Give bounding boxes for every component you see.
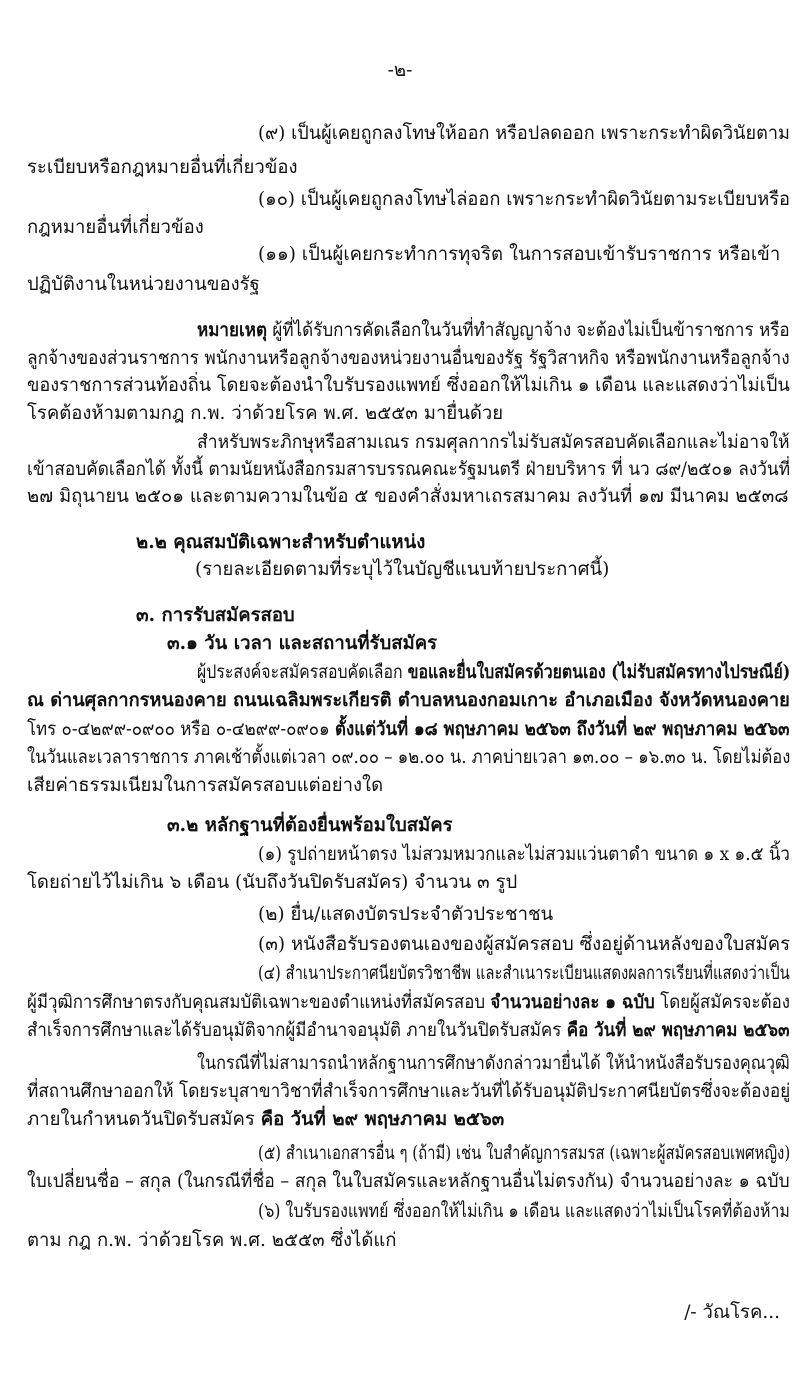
continued-marker: /- วัณโรค... bbox=[684, 1302, 780, 1323]
doc-item-6-line-2: ตาม กฎ ก.พ. ว่าด้วยโรค พ.ศ. ๒๕๕๓ ซึ่งได้แก่ bbox=[27, 1230, 397, 1251]
section-2-2-detail: (รายละเอียดตามที่ระบุไว้ในบัญชีแนบท้ายประกาศนี้) bbox=[195, 559, 610, 580]
monk-line-1: สำหรับพระภิกษุหรือสามเณร กรมศุลกากรไม่รับสมัครสอบคัดเลือกและไม่อาจให้ bbox=[197, 432, 790, 453]
doc-item-4-line-3 bbox=[27, 1018, 790, 1044]
section-3-1-line-5: เสียค่าธรรมเนียมในการสมัครสอบแต่อย่างใด bbox=[27, 775, 384, 796]
doc-item-4-line-3-a: สำเร็จการศึกษาและได้รับอนุมัติจากผู้มีอำนาจอนุมัติ ภายในวันปิดรับสมัคร bbox=[27, 1020, 562, 1041]
item-9-line-1: (๙) เป็นผู้เคยถูกลงโทษให้ออก หรือปลดออก เพราะกระทำผิดวินัยตาม bbox=[258, 123, 790, 144]
monk-line-3: ๒๗ มิถุนายน ๒๕๐๑ และตามความในข้อ ๕ ของคำสั่งมหาเถรสมาคม ลงวันที่ ๑๗ มีนาคม ๒๕๓๘ bbox=[27, 486, 789, 507]
section-2-2-heading: ๒.๒ คุณสมบัติเฉพาะสำหรับตำแหน่ง bbox=[136, 532, 426, 553]
section-3-1-dates: ตั้งแต่วันที่ ๑๘ พฤษภาคม ๒๕๖๓ ถึงวันที่ ๒๙ พฤษภาคม ๒๕๖๓ bbox=[335, 719, 790, 740]
section-3-1-line-1-a: ผู้ประสงค์จะสมัครสอบคัดเลือก bbox=[197, 662, 403, 683]
remark-text: ผู้ที่ได้รับการคัดเลือกในวันที่ทำสัญญาจ้าง จะต้องไม่เป็นข้าราชการ หรือ bbox=[272, 320, 790, 341]
item-10-line-1: (๑๐) เป็นผู้เคยถูกลงโทษไล่ออก เพราะกระทำผิดวินัยตามระเบียบหรือ bbox=[258, 189, 791, 210]
section-3-1-heading: ๓.๑ วัน เวลา และสถานที่รับสมัคร bbox=[167, 633, 438, 654]
doc-item-4-alt-line-2: ที่สถานศึกษาออกให้ โดยระบุสาขาวิชาที่สำเร็จการศึกษาและวันที่ได้รับอนุมัติประกาศนียบัตรซึ่งจะต้องอยู่ bbox=[27, 1081, 791, 1102]
remark-line-2: ลูกจ้างของส่วนราชการ พนักงานหรือลูกจ้างของหน่วยงานอื่นของรัฐ รัฐวิสาหกิจ หรือพนักงานหรือลูกจ้าง bbox=[27, 348, 790, 369]
section-3-1-line-1-b: ขอและยื่นใบสมัครด้วยตนเอง (ไม่รับสมัครทางไปรษณีย์) bbox=[407, 662, 791, 683]
page-number: -๒- bbox=[387, 60, 413, 81]
item-11-line-2: ปฏิบัติงานในหน่วยงานของรัฐ bbox=[27, 274, 260, 295]
doc-item-1-line-1: (๑) รูปถ่ายหน้าตรง ไม่สวมหมวกและไม่สวมแว่นตาดำ ขนาด ๑ x ๑.๕ นิ้ว bbox=[258, 844, 790, 865]
section-3-1-line-2: ณ ด่านศุลกากรหนองคาย ถนนเฉลิมพระเกียรติ ตำบลหนองกอมเกาะ อำเภอเมือง จังหวัดหนองคาย bbox=[27, 690, 790, 711]
item-9-line-2: ระเบียบหรือกฎหมายอื่นที่เกี่ยวข้อง bbox=[27, 157, 298, 178]
doc-item-5-line-1: (๕) สำเนาเอกสารอื่น ๆ (ถ้ามี) เช่น ใบสำคัญการสมรส (เฉพาะผู้สมัครสอบเพศหญิง) bbox=[258, 1143, 791, 1164]
section-3-2-heading: ๓.๒ หลักฐานที่ต้องยื่นพร้อมใบสมัคร bbox=[167, 815, 453, 836]
section-3-1-line-4: ในวันและเวลาราชการ ภาคเช้าตั้งแต่เวลา ๐๙.๐๐ – ๑๒.๐๐ น. ภาคบ่ายเวลา ๑๓.๐๐ – ๑๖.๓๐ น. โดยไม่ต้อง bbox=[27, 747, 791, 768]
remark-label: หมายเหตุ bbox=[197, 320, 268, 341]
doc-item-4-line-3-b: คือ วันที่ ๒๙ พฤษภาคม ๒๕๖๓ bbox=[566, 1020, 790, 1041]
doc-item-4-line-1: (๔) สำเนาประกาศนียบัตรวิชาชีพ และสำเนาระเบียนแสดงผลการเรียนที่แสดงว่าเป็น bbox=[258, 963, 790, 984]
remark-line-3: ของราชการส่วนท้องถิ่น โดยจะต้องนำใบรับรองแพทย์ ซึ่งออกให้ไม่เกิน ๑ เดือน และแสดงว่าไม่เป็น bbox=[27, 375, 790, 396]
doc-item-4-line-2 bbox=[27, 990, 790, 1016]
remark-line-4: โรคต้องห้ามตามกฎ ก.พ. ว่าด้วยโรค พ.ศ. ๒๕๕๓ มายื่นด้วย bbox=[27, 403, 504, 424]
monk-line-2: เข้าสอบคัดเลือกได้ ทั้งนี้ ตามนัยหนังสือกรมสารบรรณคณะรัฐมนตรี ฝ่ายบริหาร ที่ นว ๘๙/๒๕๐๑ ลงวันที่ bbox=[27, 459, 791, 480]
doc-item-3: (๓) หนังสือรับรองตนเองของผู้สมัครสอบ ซึ่งอยู่ด้านหลังของใบสมัคร bbox=[258, 934, 791, 955]
section-3-1-phone: โทร ๐-๔๒๙๙-๐๙๐๐ หรือ ๐-๔๒๙๙-๐๙๐๑ bbox=[27, 719, 330, 740]
doc-item-4-alt-line-1: ในกรณีที่ไม่สามารถนำหลักฐานการศึกษาดังกล่าวมายื่นได้ ให้นำหนังสือรับรองคุณวุฒิ bbox=[197, 1053, 790, 1074]
doc-item-2: (๒) ยื่น/แสดงบัตรประจำตัวประชาชน bbox=[258, 904, 554, 925]
doc-item-4-alt-line-3-b: คือ วันที่ ๒๙ พฤษภาคม ๒๕๖๓ bbox=[260, 1109, 505, 1130]
doc-item-4-alt-line-3 bbox=[27, 1107, 504, 1133]
section-3-1-line-1 bbox=[197, 660, 790, 686]
item-10-line-2: กฎหมายอื่นที่เกี่ยวข้อง bbox=[27, 217, 204, 238]
doc-item-6-line-1: (๖) ใบรับรองแพทย์ ซึ่งออกให้ไม่เกิน ๑ เดือน และแสดงว่าไม่เป็นโรคที่ต้องห้าม bbox=[258, 1201, 790, 1222]
doc-item-1-line-2: โดยถ่ายไว้ไม่เกิน ๖ เดือน (นับถึงวันปิดรับสมัคร) จำนวน ๓ รูป bbox=[27, 872, 518, 893]
remark-line-1 bbox=[197, 318, 790, 344]
doc-item-4-line-2-a: ผู้มีวุฒิการศึกษาตรงกับคุณสมบัติเฉพาะของตำแหน่งที่สมัครสอบ bbox=[27, 992, 486, 1013]
item-11-line-1: (๑๑) เป็นผู้เคยกระทำการทุจริต ในการสอบเข้ารับราชการ หรือเข้า bbox=[258, 244, 781, 265]
section-3-heading: ๓. การรับสมัครสอบ bbox=[136, 605, 295, 626]
doc-item-4-alt-line-3-a: ภายในกำหนดวันปิดรับสมัคร bbox=[27, 1109, 255, 1130]
doc-item-4-line-2-c: โดยผู้สมัครจะต้อง bbox=[660, 992, 790, 1013]
doc-item-5-line-2: ใบเปลี่ยนชื่อ – สกุล (ในกรณีที่ชื่อ – สกุล ในใบสมัครและหลักฐานอื่นไม่ตรงกัน) จำนวนอย่างละ ๑ ฉบับ bbox=[27, 1171, 790, 1192]
doc-item-4-line-2-b: จำนวนอย่างละ ๑ ฉบับ bbox=[490, 992, 655, 1013]
section-3-1-line-3 bbox=[27, 717, 790, 743]
